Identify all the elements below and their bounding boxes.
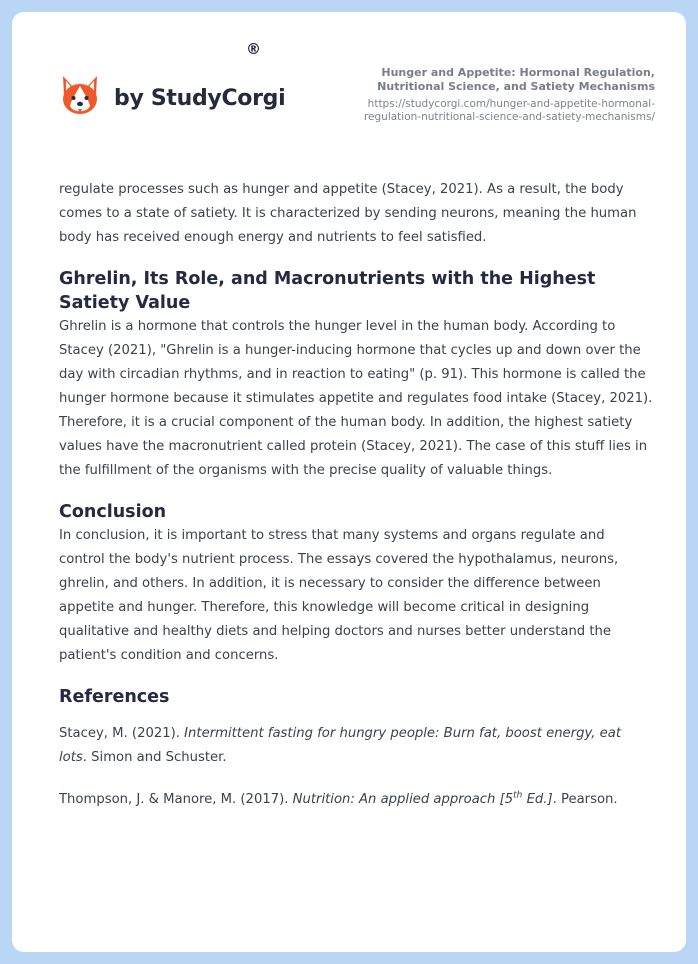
reference-title-start: Nutrition: An applied approach [5: [292, 792, 514, 807]
reference-title-end: Ed.]: [522, 792, 553, 807]
document-url[interactable]: https://studycorgi.com/hunger-and-appetite-hormonal-regulation-nutritional-science-and-satiety-mechanisms/: [363, 98, 655, 123]
reference-item: [59, 788, 653, 812]
reference-title: [293, 792, 553, 807]
intro-paragraph: regulate processes such as hunger and appetite (Stacey, 2021). As a result, the body comes to a state of satiety. It is characterized by sending neurons, meaning the human body has received enough energy and nutrients to feel satisfied.: [59, 182, 637, 245]
reference-title-superscript: th: [513, 790, 523, 801]
conclusion-paragraph: In conclusion, it is important to stress that many systems and organs regulate and control the body's nutrient process. The essays covered the hypothalamus, neurons, ghrelin, and others. In addition, it is necessary to consider the difference between appetite and hunger. Therefore, this knowledge will become critical in designing qualitative and healthy diets and helping doctors and nurses better understand the patient's condition and concerns.: [59, 528, 619, 663]
reference-title: Intermittent fasting for hungry people: Burn fat, boost energy, eat lots: [59, 726, 621, 765]
reference-item: [59, 722, 653, 770]
reference-publisher: . Simon and Schuster.: [82, 750, 227, 765]
reference-authors: Stacey, M. (2021).: [59, 726, 185, 741]
brand-name: by StudyCorgi: [114, 85, 286, 111]
document-title: Hunger and Appetite: Hormonal Regulation, Nutritional Science, and Satiety Mechanisms: [377, 66, 655, 93]
conclusion-heading: Conclusion: [59, 502, 167, 522]
registered-mark: ®: [246, 40, 261, 58]
reference-publisher: . Pearson.: [552, 792, 618, 807]
document-page: [12, 12, 686, 952]
corgi-logo-icon: [60, 74, 100, 118]
article-body: [59, 178, 653, 812]
document-meta: [315, 66, 655, 124]
references-heading: References: [59, 687, 170, 707]
ghrelin-heading: Ghrelin, Its Role, and Macronutrients with the Highest Satiety Value: [59, 269, 596, 313]
studycorgi-logo[interactable]: [60, 74, 285, 118]
reference-authors: Thompson, J. & Manore, M. (2017).: [59, 792, 293, 807]
ghrelin-paragraph: Ghrelin is a hormone that controls the hunger level in the human body. According to Stacey (2021), "Ghrelin is a hunger-inducing hormone that cycles up and down over the day with circadian rhythms, and in reaction to eating" (p. 91). This hormone is called the hunger hormone because it stimulates appetite and regulates food intake (Stacey, 2021). Therefore, it is a crucial component of the human body. In addition, the highest satiety values have the macronutrient called protein (Stacey, 2021). The case of this stuff lies in the fulfillment of the organisms with the precise quality of valuable things.: [59, 319, 653, 478]
